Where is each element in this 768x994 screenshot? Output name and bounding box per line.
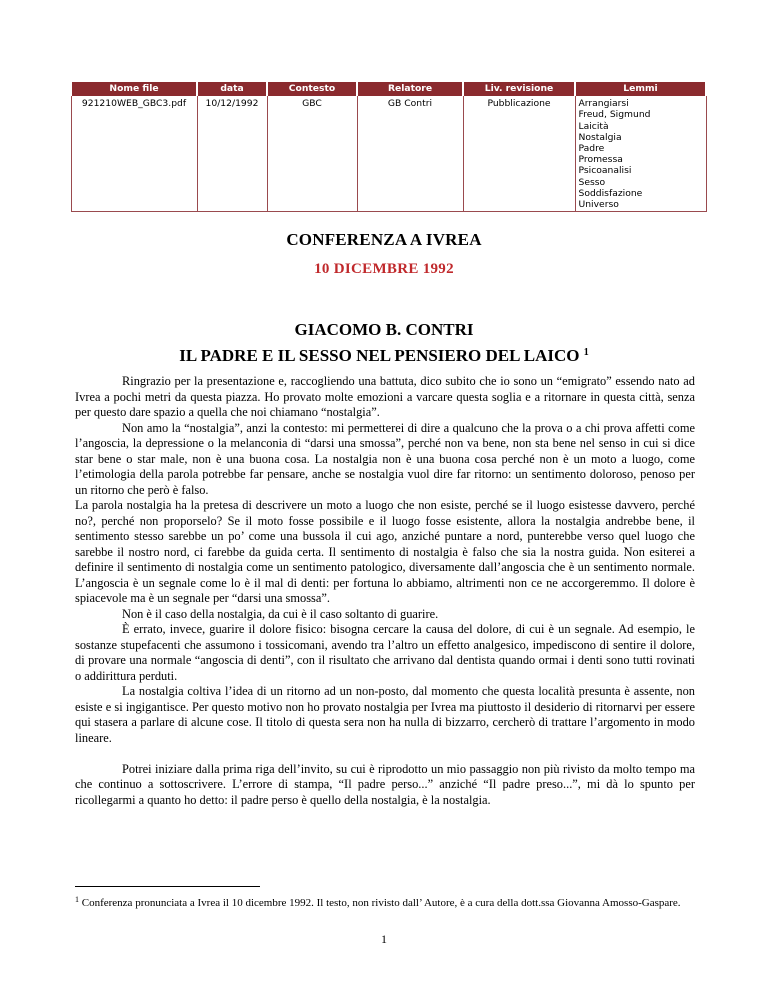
cell-data: 10/12/1992 — [197, 96, 267, 212]
paragraph: Non è il caso della nostalgia, da cui è il caso soltanto di guarire. — [122, 606, 439, 621]
lemma-item[interactable]: Promessa — [578, 154, 623, 166]
lemma-item[interactable]: Universo — [578, 199, 619, 211]
lemma-item[interactable]: Padre — [578, 143, 605, 155]
cell-lemmi — [575, 96, 706, 212]
paragraph: Non amo la “nostalgia”, anzi la contesto: mi permetterei di dire a qualcuno che la prova o a chi prova affetti come l’angoscia, la depressione o la melanconia di “darsi una smossa”, perché non va bene, non sta bene nel senso in cui si dice star bene o star male, non è una buona cosa. La nostalgia non è una buona cosa perché non è un moto a luogo, come l’etimologia della parola potrebbe far pensare, anche se nostalgia vuol dire far ritorno: un sentimento doloroso, penoso per un ritorno che però è falso. — [75, 420, 695, 497]
header-lemmi: Lemmi — [575, 82, 706, 96]
header-nome-file: Nome file — [71, 82, 197, 96]
cell-nome-file: 921210WEB_GBC3.pdf — [71, 96, 197, 212]
metadata-header-row — [71, 82, 706, 96]
paragraph: La nostalgia coltiva l’idea di un ritorno ad un non-posto, dal momento che questa località presunta è assente, non esiste e si ingigantisce. Per questo motivo non ho provato nostalgia per Ivrea ma piuttosto il desiderio di ritornarvi per essere qui stasera a parlare di alcune cose. Il titolo di questa sera non ha nulla di bizzarro, cercherò di trattare l’argomento in modo lineare. — [75, 684, 695, 745]
cell-contesto: GBC — [267, 96, 357, 212]
header-data: data — [197, 82, 267, 96]
lemma-item[interactable]: Laicità — [578, 120, 609, 132]
document-date: 10 DICEMBRE 1992 — [314, 261, 454, 277]
subtitle-text: IL PADRE E IL SESSO NEL PENSIERO DEL LAICO — [179, 346, 580, 365]
lemma-item[interactable]: Arrangiarsi — [578, 98, 629, 110]
header-contesto: Contesto — [267, 82, 357, 96]
paragraph: La parola nostalgia ha la pretesa di descrivere un moto a luogo che non esiste, perché se il luogo esistesse davvero, perché no?, perché non proporselo? Se il moto fosse possibile e il luogo fosse esistente, allora la nostalgia andrebbe bene, il sentimento stesso sarebbe un po’ come una bussola il cui ago, anziché puntare a nord, punterebbe verso quel luogo che sarebbe il nostro nord, ci farebbe da guida certa. Il sentimento di nostalgia è falso che sia la nostra guida. Non esiterei a definire il sentimento di nostalgia come un sentimento patologico, diversamente dall’angoscia che è un sentimento normale. L’angoscia è un segnale come lo è il mal di denti: per fortuna lo abbiamo, altrimenti non ce ne accorgeremmo. Il dolore è spiacevole ma è un segnale per “darsi una smossa”. — [75, 498, 695, 605]
author-name: GIACOMO B. CONTRI — [294, 320, 474, 339]
body-text — [75, 374, 695, 808]
lemma-item[interactable]: Sesso — [578, 176, 606, 188]
lemma-item[interactable]: Soddisfazione — [578, 187, 643, 199]
metadata-table — [70, 82, 707, 212]
cell-liv-revisione: Pubblicazione — [463, 96, 575, 212]
lemma-item[interactable]: Psicoanalisi — [578, 165, 632, 177]
page-number: 1 — [381, 932, 387, 946]
paragraph: Ringrazio per la presentazione e, raccogliendo una battuta, dico subito che io sono un “emigrato” essendo nato ad Ivrea a pochi metri da questa piazza. Ho provato molte emozioni a varcare questa soglia e a ritornare in questa città, senza per questo dare spazio a quella che noi chiamano “nostalgia”. — [75, 374, 695, 419]
header-relatore: Relatore — [357, 82, 463, 96]
lemma-item[interactable]: Nostalgia — [578, 131, 622, 143]
footnote-ref[interactable]: 1 — [583, 347, 589, 358]
footnote — [75, 893, 695, 910]
header-liv-revisione: Liv. revisione — [463, 82, 575, 96]
footnote-separator — [75, 886, 260, 887]
paragraph: È errato, invece, guarire il dolore fisico: bisogna cercare la causa del dolore, di cui è un segnale. Ad esempio, le sostanze stupefacenti che assumono i tossicomani, avendo tra l’altro un effetto analgesico, impediscono di sentire il dolore, di provare una normale “angoscia di denti”, con il risultato che arrivano dal dentista quando ormai i denti sono tutti rovinati o addirittura perduti. — [75, 622, 695, 683]
cell-relatore: GB Contri — [357, 96, 463, 212]
footnote-mark: 1 — [75, 895, 79, 904]
footnote-text: Conferenza pronunciata a Ivrea il 10 dicembre 1992. Il testo, non rivisto dall’ Autore, è a cura della dott.ssa Giovanna Amosso-Gaspare. — [81, 897, 681, 909]
document-title: CONFERENZA A IVREA — [286, 230, 482, 249]
paragraph: Potrei iniziare dalla prima riga dell’invito, su cui è riprodotto un mio passaggio non più rivisto da molto tempo ma che continuo a sottoscrivere. L’errore di stampa, “Il padre perso...” anziché “Il padre preso...”, mi dà lo spunto per ricollegarmi a quanto ho detto: il padre perso è quello della nostalgia, è la nostalgia. — [75, 761, 695, 807]
lemma-item[interactable]: Freud, Sigmund — [578, 109, 651, 121]
metadata-row — [71, 96, 706, 212]
document-subtitle — [0, 346, 768, 366]
